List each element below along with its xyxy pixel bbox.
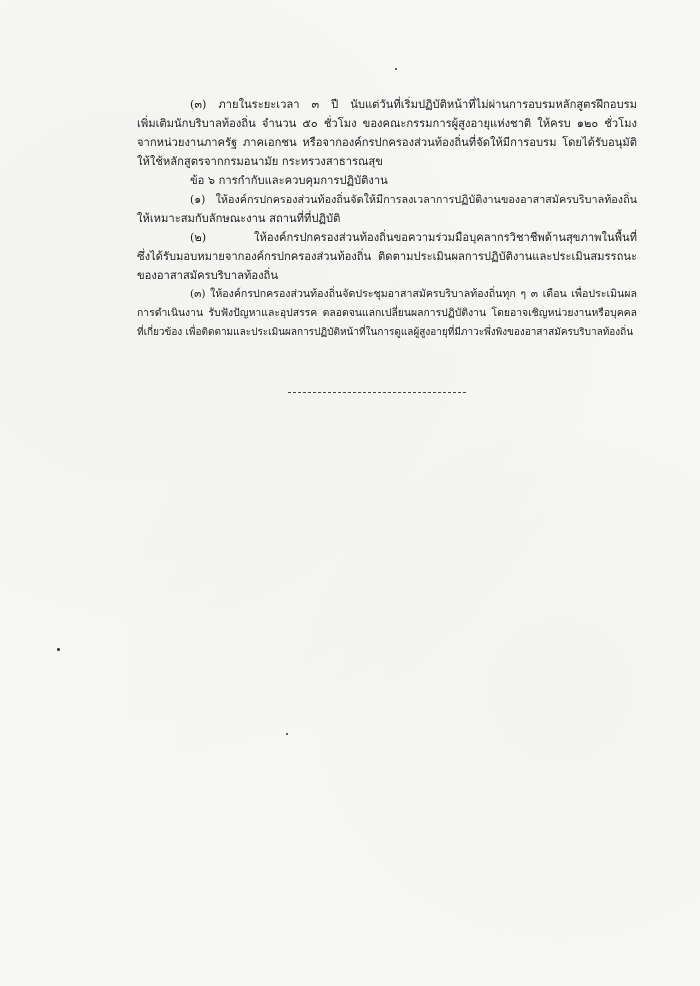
end-separator-line bbox=[288, 392, 466, 393]
paragraph-3-line-3: จากหน่วยงานภาครัฐ ภาคเอกชน หรือจากองค์กรปกครองส่วนท้องถิ่นที่จัดให้มีการอบรม โดยได้รับอนุมัติ bbox=[137, 136, 637, 149]
document-body bbox=[137, 95, 637, 342]
item-2-line-1: (๒) ให้องค์กรปกครองส่วนท้องถิ่นขอความร่วมมือบุคลากรวิชาชีพด้านสุขภาพในพื้นที่ bbox=[190, 231, 637, 244]
item-1-line-2: ให้เหมาะสมกับลักษณะงาน สถานที่ที่ปฏิบัติ bbox=[137, 212, 341, 225]
item-2-line-3: ของอาสาสมัครบริบาลท้องถิ่น bbox=[137, 269, 278, 282]
item-3-line-2: การดำเนินงาน รับฟังปัญหาและอุปสรรค ตลอดจนแลกเปลี่ยนผลการปฏิบัติงาน โดยอาจเชิญหน่วยงานหรือบุคคล bbox=[137, 307, 637, 319]
section-6-heading: ข้อ ๖ การกำกับและควบคุมการปฏิบัติงาน bbox=[190, 174, 388, 187]
item-1-line-1: (๑) ให้องค์กรปกครองส่วนท้องถิ่นจัดให้มีการลงเวลาการปฏิบัติงานของอาสาสมัครบริบาลท้องถิ่น bbox=[190, 193, 637, 206]
scan-speck bbox=[57, 648, 60, 651]
scan-speck bbox=[395, 68, 397, 70]
paragraph-3-line-1: (๓) ภายในระยะเวลา ๓ ปี นับแต่วันที่เริ่มปฏิบัติหน้าที่ไม่ผ่านการอบรมหลักสูตรฝึกอบรม bbox=[190, 98, 637, 111]
scan-speck bbox=[286, 733, 288, 735]
paragraph-3-line-4: ให้ใช้หลักสูตรจากกรมอนามัย กระทรวงสาธารณสุข bbox=[137, 155, 383, 168]
item-2-line-2: ซึ่งได้รับมอบหมายจากองค์กรปกครองส่วนท้องถิ่น ติดตามประเมินผลการปฏิบัติงานและประเมินสมรรถนะ bbox=[137, 250, 637, 263]
paragraph-3-line-2: เพิ่มเติมนักบริบาลท้องถิ่น จำนวน ๕๐ ชั่วโมง ของคณะกรรมการผู้สูงอายุแห่งชาติ ให้ครบ ๑๒๐ ชั่วโมง bbox=[137, 117, 637, 130]
item-3-line-1: (๓) ให้องค์กรปกครองส่วนท้องถิ่นจัดประชุมอาสาสมัครบริบาลท้องถิ่นทุก ๆ ๓ เดือน เพื่อประเมินผล bbox=[190, 288, 637, 300]
item-3-line-3: ที่เกี่ยวข้อง เพื่อติดตามและประเมินผลการปฏิบัติหน้าที่ในการดูแลผู้สูงอายุที่มีภาวะพึ่งพิงของอาสาสมัครบริบาลท้องถิ่น bbox=[137, 327, 634, 338]
